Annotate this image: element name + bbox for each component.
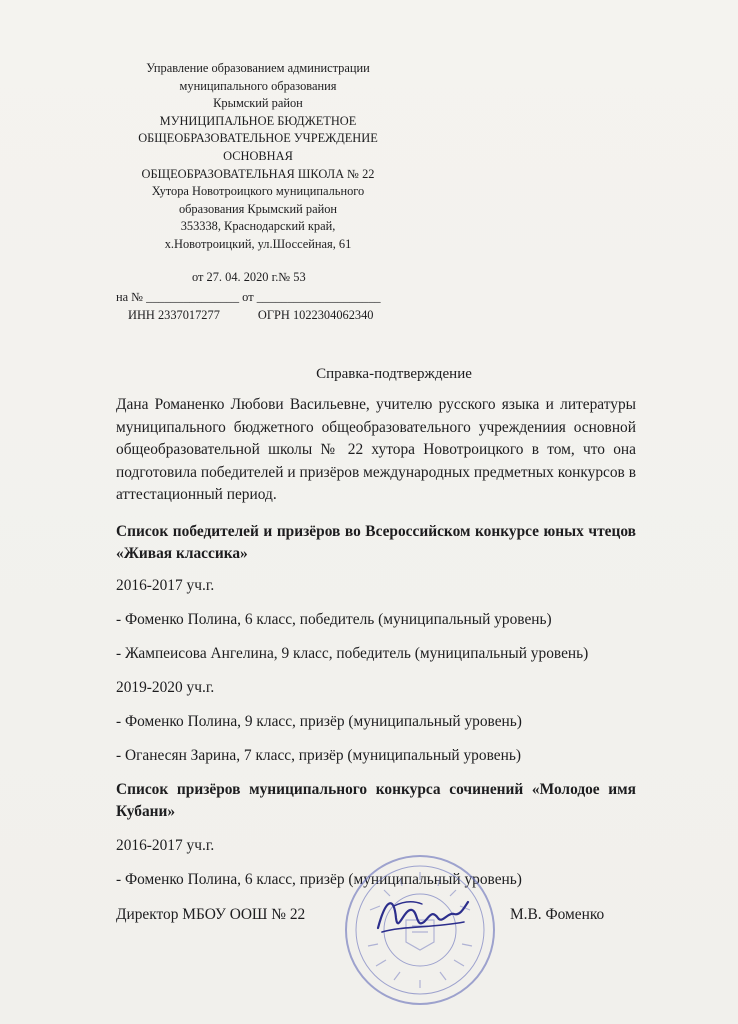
document-date: от 27. 04. 2020 г.№ 53 — [192, 270, 306, 284]
director-position: Директор МБОУ ООШ № 22 — [116, 906, 306, 923]
list-item: - Фоменко Полина, 6 класс, призёр (муниципальный уровень) — [116, 870, 522, 888]
document-title: Справка-подтверждение — [316, 366, 472, 382]
letterhead-line: Управление образованием администрации — [146, 61, 370, 75]
director-name: М.В. Фоменко — [510, 906, 605, 923]
list-item: - Оганесян Зарина, 7 класс, призёр (муниципальный уровень) — [116, 746, 521, 764]
reference-line: на № _______________ от ____________________ — [116, 290, 381, 304]
list-item: - Фоменко Полина, 6 класс, победитель (муниципальный уровень) — [116, 610, 552, 628]
list1-year1: 2016-2017 уч.г. — [116, 576, 215, 594]
letterhead-line: ОБЩЕОБРАЗОВАТЕЛЬНОЕ УЧРЕЖДЕНИЕ — [138, 131, 378, 146]
handwritten-signature-icon — [372, 888, 472, 944]
letterhead-line: ОСНОВНАЯ — [223, 148, 293, 163]
list-item: - Жампеисова Ангелина, 9 класс, победитель (муниципальный уровень) — [116, 644, 589, 662]
list2-heading: Список призёров муниципального конкурса сочинений «Молодое имя Кубани» — [116, 780, 636, 820]
inn-number: ИНН 2337017277 — [128, 308, 220, 322]
letterhead-line: МУНИЦИПАЛЬНОЕ БЮДЖЕТНОЕ — [159, 113, 357, 128]
registration-ids — [128, 308, 374, 323]
letterhead-line: образования Крымский район — [178, 201, 338, 216]
letterhead-line: Хутора Новотроицкого муниципального — [151, 184, 365, 199]
letterhead-line: ОБЩЕОБРАЗОВАТЕЛЬНАЯ ШКОЛА № 22 — [141, 166, 375, 181]
letterhead-line: муниципального образования — [179, 78, 337, 93]
list2-year1: 2016-2017 уч.г. — [116, 836, 215, 854]
list-item: - Фоменко Полина, 9 класс, призёр (муниципальный уровень) — [116, 712, 522, 730]
letterhead-line: х.Новотроицкий, ул.Шоссейная, 61 — [164, 236, 352, 251]
intro-paragraph: Дана Романенко Любови Васильевне, учителю русского языка и литературы муниципального бюджетного общеобразовательного учреждениия основной общеобразовательной школы № 22 хутора Новотроицкого в том, что она подготовила победителей и призёров международных предметных конкурсов в аттестационный период. — [116, 396, 636, 504]
letterhead — [118, 60, 398, 254]
ogrn-number: ОГРН 1022304062340 — [257, 308, 374, 322]
list1-year2: 2019-2020 уч.г. — [116, 678, 215, 696]
letterhead-line: 353338, Краснодарский край, — [180, 219, 336, 234]
document-body — [116, 394, 636, 891]
letterhead-line: Крымский район — [213, 96, 303, 111]
list1-heading: Список победителей и призёров во Всероссийском конкурсе юных чтецов «Живая классика» — [116, 522, 636, 562]
